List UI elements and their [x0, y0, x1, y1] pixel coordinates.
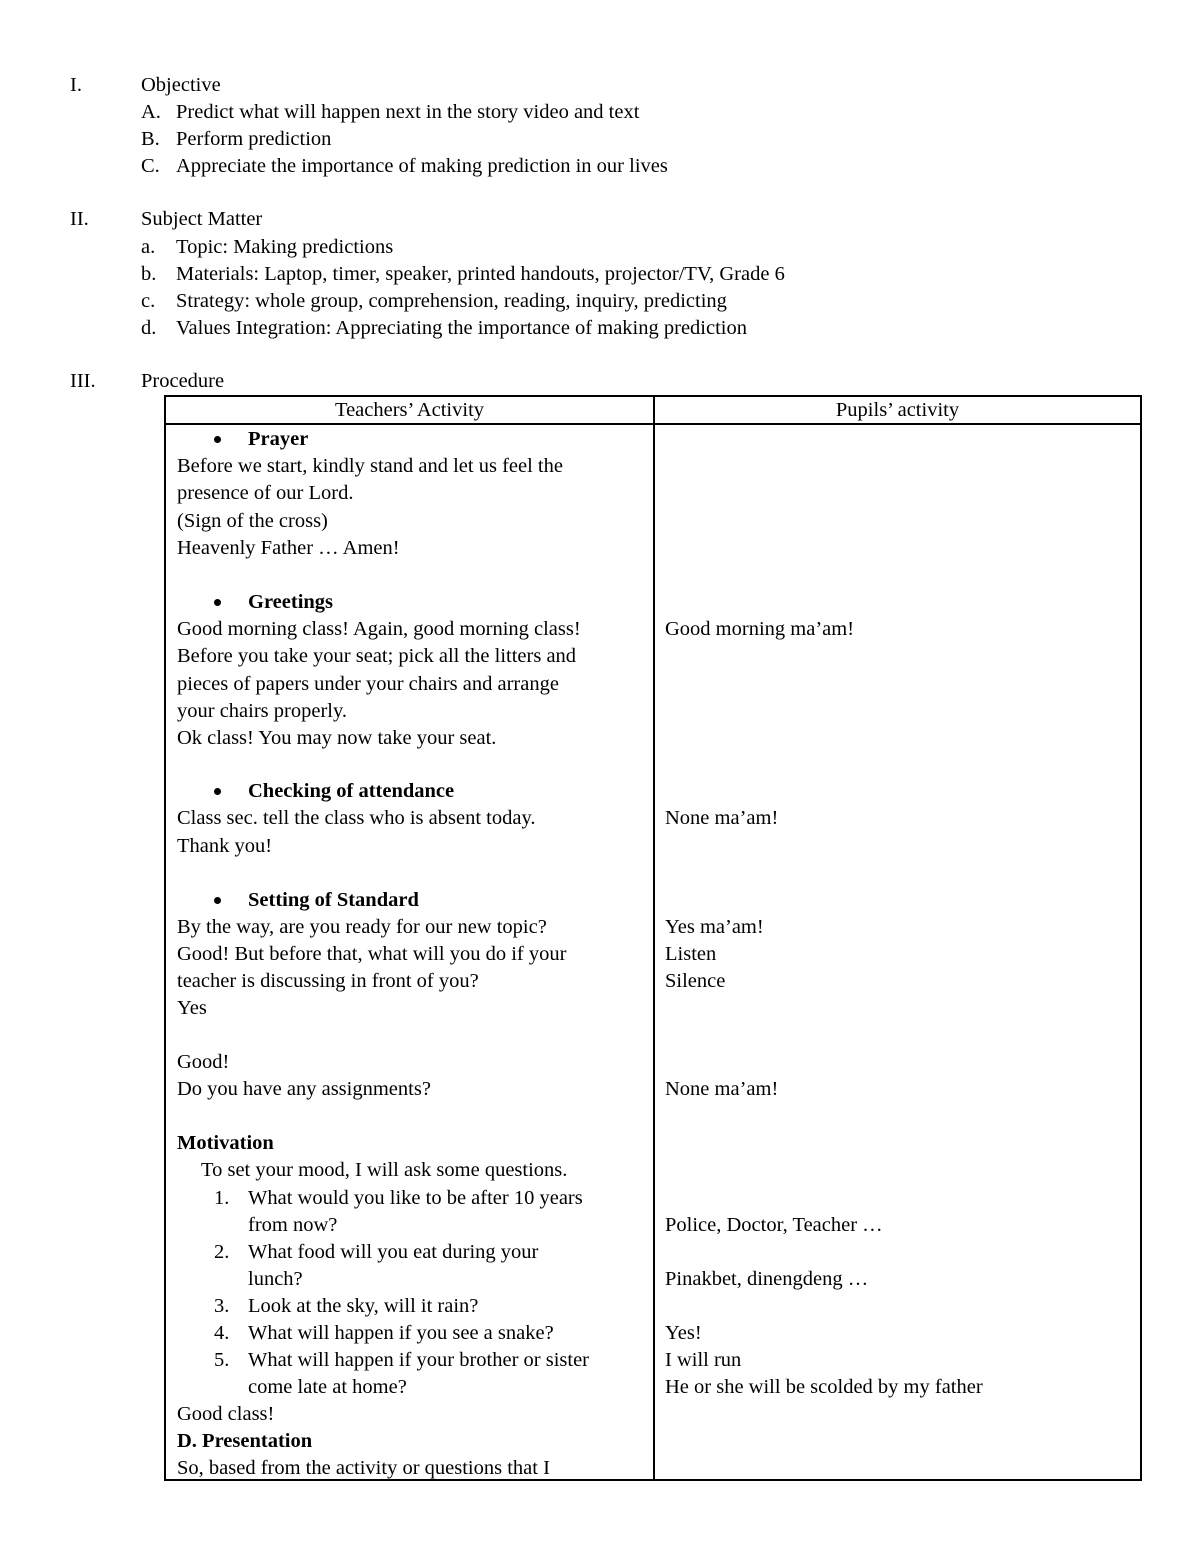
table-row	[165, 424, 1141, 1480]
pupil-response: None ma’am!	[665, 807, 779, 829]
presentation-line: So, based from the activity or questions that I	[177, 1457, 550, 1479]
section-title-procedure: Procedure	[141, 370, 225, 392]
subject-label-c: c.	[141, 290, 156, 312]
prayer-line: presence of our Lord.	[177, 482, 354, 504]
objective-text-a: Predict what will happen next in the story video and text	[176, 101, 640, 123]
section-number-objective: I.	[70, 74, 82, 96]
pupil-response: Yes!	[665, 1322, 702, 1344]
question-text: What would you like to be after 10 years	[248, 1187, 583, 1209]
motivation-intro: To set your mood, I will ask some questions.	[201, 1159, 568, 1181]
question-text: What food will you eat during your	[248, 1241, 539, 1263]
pupil-response: Police, Doctor, Teacher …	[665, 1214, 883, 1236]
subject-label-b: b.	[141, 263, 157, 285]
objective-text-b: Perform prediction	[176, 128, 332, 150]
attendance-line: Class sec. tell the class who is absent today.	[177, 807, 536, 829]
question-text: lunch?	[248, 1268, 303, 1290]
section-number-procedure: III.	[70, 370, 96, 392]
attendance-heading: Checking of attendance	[248, 780, 455, 802]
table-header-row	[165, 396, 1141, 424]
prayer-line: Heavenly Father … Amen!	[177, 537, 400, 559]
pupil-response: Good morning ma’am!	[665, 618, 855, 640]
prayer-line: Before we start, kindly stand and let us feel the	[177, 455, 563, 477]
objective-text-c: Appreciate the importance of making prediction in our lives	[176, 155, 668, 177]
standard-line: Good! But before that, what will you do if your	[177, 943, 567, 965]
pupil-response: Silence	[665, 970, 726, 992]
procedure-table	[164, 395, 1142, 1481]
bullet-icon	[214, 436, 221, 443]
pupil-response: He or she will be scolded by my father	[665, 1376, 983, 1398]
section-number-subject-matter: II.	[70, 208, 89, 230]
bullet-icon	[214, 897, 221, 904]
standard-line: Good!	[177, 1051, 230, 1073]
pupils-activity-cell	[654, 424, 1141, 1480]
pupil-response: Pinakbet, dinengdeng …	[665, 1268, 869, 1290]
objective-label-a: A.	[141, 101, 161, 123]
question-text: Look at the sky, will it rain?	[248, 1295, 479, 1317]
bullet-icon	[214, 599, 221, 606]
bullet-icon	[214, 788, 221, 795]
question-text: come late at home?	[248, 1376, 407, 1398]
section-title-objective: Objective	[141, 74, 221, 96]
question-number: 4.	[214, 1322, 230, 1344]
greetings-line: your chairs properly.	[177, 700, 348, 722]
standard-heading: Setting of Standard	[248, 889, 419, 911]
subject-label-d: d.	[141, 317, 157, 339]
header-teachers-activity: Teachers’ Activity	[165, 396, 654, 424]
subject-text-topic: Topic: Making predictions	[176, 236, 394, 258]
greetings-line: Ok class! You may now take your seat.	[177, 727, 497, 749]
prayer-line: (Sign of the cross)	[177, 510, 328, 532]
motivation-heading: Motivation	[177, 1132, 274, 1154]
greetings-heading: Greetings	[248, 591, 334, 613]
objective-label-c: C.	[141, 155, 160, 177]
pupil-response: Yes ma’am!	[665, 916, 764, 938]
subject-text-values: Values Integration: Appreciating the importance of making prediction	[176, 317, 747, 339]
header-pupils-activity: Pupils’ activity	[654, 396, 1141, 424]
question-number: 1.	[214, 1187, 230, 1209]
teacher-activity-cell	[165, 424, 654, 1480]
question-text: from now?	[248, 1214, 338, 1236]
presentation-heading: D. Presentation	[177, 1430, 313, 1452]
greetings-line: Before you take your seat; pick all the litters and	[177, 645, 577, 667]
subject-label-a: a.	[141, 236, 156, 258]
standard-line: By the way, are you ready for our new topic?	[177, 916, 547, 938]
question-number: 3.	[214, 1295, 230, 1317]
standard-line: Yes	[177, 997, 207, 1019]
subject-text-strategy: Strategy: whole group, comprehension, reading, inquiry, predicting	[176, 290, 727, 312]
attendance-line: Thank you!	[177, 835, 273, 857]
subject-text-materials: Materials: Laptop, timer, speaker, printed handouts, projector/TV, Grade 6	[176, 263, 785, 285]
pupil-response: None ma’am!	[665, 1078, 779, 1100]
greetings-line: pieces of papers under your chairs and arrange	[177, 673, 559, 695]
question-number: 2.	[214, 1241, 230, 1263]
pupil-response: I will run	[665, 1349, 742, 1371]
prayer-heading: Prayer	[248, 428, 309, 450]
motivation-closing: Good class!	[177, 1403, 275, 1425]
greetings-line: Good morning class! Again, good morning class!	[177, 618, 581, 640]
pupil-response: Listen	[665, 943, 717, 965]
question-text: What will happen if you see a snake?	[248, 1322, 554, 1344]
objective-label-b: B.	[141, 128, 160, 150]
standard-line: Do you have any assignments?	[177, 1078, 431, 1100]
question-number: 5.	[214, 1349, 230, 1371]
standard-line: teacher is discussing in front of you?	[177, 970, 479, 992]
question-text: What will happen if your brother or sister	[248, 1349, 590, 1371]
section-title-subject-matter: Subject Matter	[141, 208, 263, 230]
